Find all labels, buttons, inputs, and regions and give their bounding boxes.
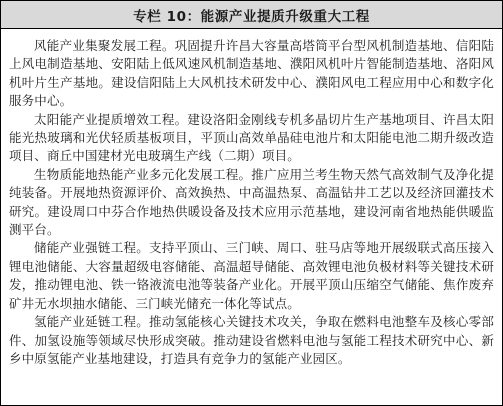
paragraph-wind-energy: 风能产业集聚发展工程。巩固提升许昌大容量高塔筒平台型风机制造基地、信阳陆上风电制造基地、安阳陆上低风速风机制造基地、濮阳风机叶片智能制造基地、洛阳风机叶片生产基地。建设信阳陆上大风机技术研发中心、濮阳风电工程应用中心和数字化服务中心。 (9, 38, 494, 109)
paragraph-solar-energy: 太阳能产业提质增效工程。建设洛阳金刚线专机多晶切片生产基地项目、许昌太阳能光热玻璃和光伏轻质基板项目，平顶山高效单晶硅电池片和太阳能电池二期升级改造项目、商丘中国建材光电玻璃生产线（二期）项目。 (9, 111, 494, 164)
paragraph-energy-storage: 储能产业强链工程。支持平顶山、三门峡、周口、驻马店等地开展级联式高压接入锂电池储能、大容量超级电容储能、高温超导储能、高效锂电池负极材料等关键技术研发，推动锂电池、铁一铬液流电池等装备产业化。开展平顶山压缩空气储能、焦作废弃矿井无水坝抽水储能、三门峡光储充一体化等试点。 (9, 240, 494, 311)
paragraph-biomass-geothermal: 生物质能地热能产业多元化发展工程。推广应用兰考生物天然气高效制气及净化提纯装备。开展地热资源评价、高效换热、中高温热泵、高温钻井工艺以及经济回灌技术研究。建设周口中芬合作地热供暖设备及技术应用示范基地，建设河南省地热能供暖监测平台。 (9, 166, 494, 238)
column-title: 专栏 10：能源产业提质升级重大工程 (1, 1, 502, 29)
column-content (1, 29, 502, 368)
paragraph-hydrogen-energy: 氢能产业延链工程。推动氢能核心关键技术攻关，争取在燃料电池整车及核心零部件、加氢设施等领域尽快形成突破。推动建设省燃料电池与氢能工程技术研究中心、新乡中原氢能产业基地建设，打造具有竞争力的氢能产业园区。 (9, 314, 494, 366)
